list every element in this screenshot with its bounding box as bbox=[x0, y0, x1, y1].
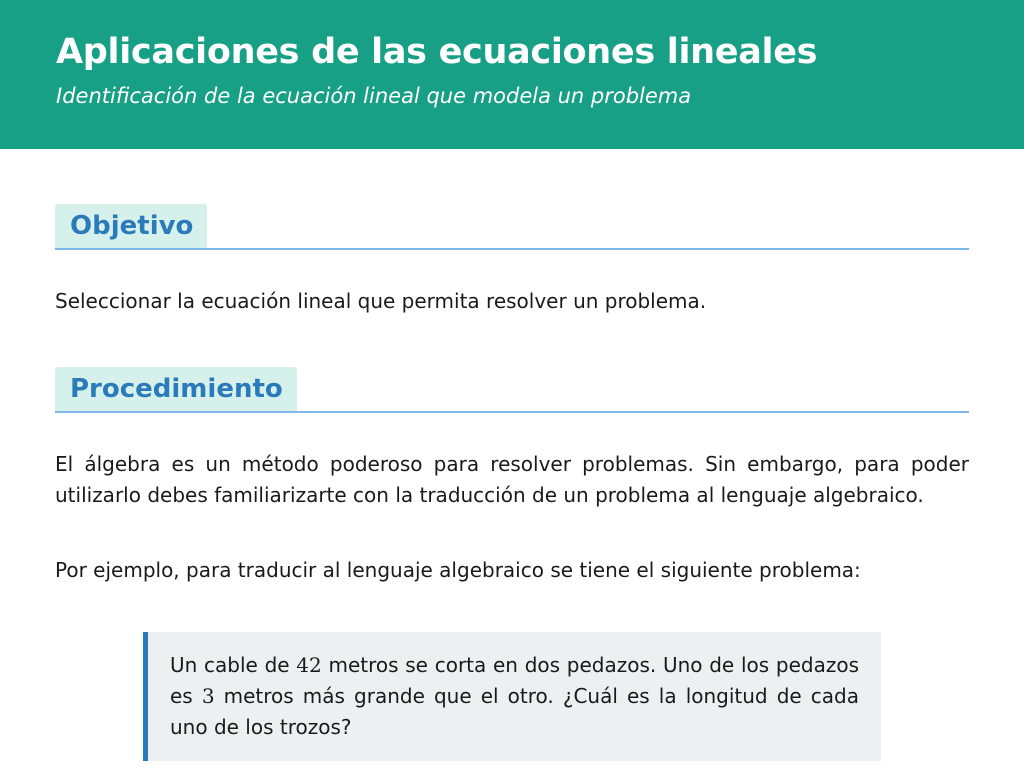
main-content bbox=[0, 204, 1024, 761]
problem-box bbox=[143, 632, 881, 761]
problem-number-1: 42 bbox=[296, 653, 322, 677]
procedure-section-header bbox=[55, 367, 969, 413]
procedure-paragraph-2: Por ejemplo, para traducir al lenguaje algebraico se tiene el siguiente problema: bbox=[55, 558, 861, 582]
page-subtitle: Identificación de la ecuación lineal que modela un problema bbox=[56, 84, 692, 108]
problem-number-2: 3 bbox=[201, 684, 215, 708]
problem-text-part-1: Un cable de bbox=[170, 653, 297, 677]
objective-text: Seleccionar la ecuación lineal que permita resolver un problema. bbox=[55, 289, 707, 313]
objective-heading: Objetivo bbox=[55, 204, 207, 248]
objective-section-header bbox=[55, 204, 969, 250]
page-title: Aplicaciones de las ecuaciones lineales bbox=[56, 32, 818, 72]
problem-text-part-3: metros más grande que el otro. ¿Cuál es la longitud de cada uno de los trozos? bbox=[170, 684, 859, 739]
procedure-heading: Procedimiento bbox=[55, 367, 297, 411]
page-header bbox=[0, 0, 1024, 149]
problem-text-part-2: metros se corta en dos pedazos. Uno de los pedazos es bbox=[170, 653, 859, 708]
procedure-paragraph-1: El álgebra es un método poderoso para resolver problemas. Sin embargo, para poder utilizarlo debes familiarizarte con la traducción de un problema al lenguaje algebraico. bbox=[55, 452, 969, 507]
